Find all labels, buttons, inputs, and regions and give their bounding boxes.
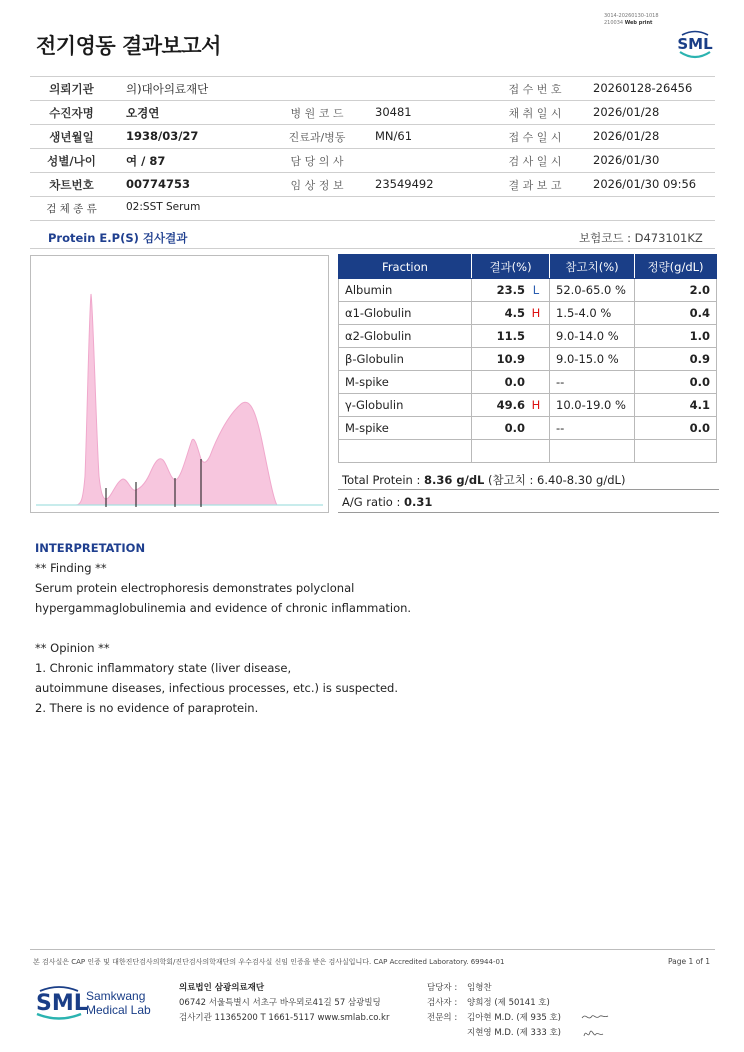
page-title: 전기영동 결과보고서	[36, 34, 221, 58]
amount-cell: 0.0	[635, 371, 717, 394]
info-value: 2026/01/28	[593, 129, 660, 143]
info-label: 검 사 일 시	[508, 155, 562, 168]
total-protein: Total Protein : 8.36 g/dL (참고치 : 6.40-8.30 g/dL)	[342, 473, 626, 487]
staff-line: 지현영 M.D. (제 333 호)	[467, 1028, 562, 1038]
info-label: 성별/나이	[47, 154, 96, 168]
info-row	[30, 172, 715, 196]
info-value: 2026/01/30	[593, 153, 660, 167]
interpretation-line	[35, 618, 635, 638]
table-row	[339, 302, 717, 325]
info-value: 00774753	[126, 177, 191, 191]
amount-cell: 0.9	[635, 348, 717, 371]
info-value: 23549492	[375, 177, 434, 191]
info-label: 임 상 정 보	[290, 179, 344, 192]
interpretation-line: 2. There is no evidence of paraprotein.	[35, 701, 259, 715]
info-label: 생년월일	[49, 130, 94, 144]
results-header-row	[339, 255, 717, 279]
electrophoresis-curve-svg	[31, 256, 328, 512]
info-row	[30, 124, 715, 148]
info-label: 의뢰기관	[49, 82, 94, 96]
electrophoresis-graph	[30, 255, 329, 513]
fraction-cell: Albumin	[339, 279, 472, 302]
document-id: 3014-20260130-1018 210034 Web print	[604, 13, 659, 26]
result-cell: 11.5	[472, 325, 550, 348]
info-label: 담 당 의 사	[290, 155, 344, 168]
info-value: 오경연	[126, 106, 160, 120]
reference-cell: 1.5-4.0 %	[550, 302, 635, 325]
info-label: 진료과/병동	[288, 131, 346, 144]
table-row	[339, 348, 717, 371]
info-row	[30, 148, 715, 172]
column-header: 참고치(%)	[550, 255, 635, 279]
sml-logo-text: SML	[36, 991, 88, 1016]
fraction-cell: M-spike	[339, 371, 472, 394]
divider	[30, 248, 715, 249]
info-value: 의)대아의료재단	[126, 82, 209, 96]
info-value: 1938/03/27	[126, 129, 199, 143]
sml-logo-text: SML	[677, 35, 713, 53]
amount-cell: 2.0	[635, 279, 717, 302]
staff-line: 검사자 : 양희정 (제 50141 호)	[427, 998, 550, 1008]
reference-cell: 9.0-15.0 %	[550, 348, 635, 371]
flag-indicator: L	[532, 283, 540, 297]
signature-image	[578, 1010, 612, 1044]
info-label: 접 수 일 시	[508, 131, 562, 144]
table-row	[339, 279, 717, 302]
results-table	[338, 254, 717, 463]
fraction-cell: M-spike	[339, 417, 472, 440]
info-label: 접 수 번 호	[508, 83, 562, 96]
amount-cell: 1.0	[635, 325, 717, 348]
info-value: MN/61	[375, 129, 413, 143]
divider	[338, 489, 719, 490]
insurance-code: 보험코드 : D473101KZ	[579, 231, 703, 245]
interpretation-line: ** Finding **	[35, 561, 107, 575]
reference-cell: 9.0-14.0 %	[550, 325, 635, 348]
table-row	[339, 394, 717, 417]
staff-info	[427, 981, 561, 1041]
patient-info-table	[30, 76, 715, 221]
reference-cell: --	[550, 417, 635, 440]
fraction-cell	[339, 440, 472, 463]
reference-cell: 52.0-65.0 %	[550, 279, 635, 302]
interpretation-line: 1. Chronic inflammatory state (liver disease,	[35, 661, 292, 675]
section-title: Protein E.P(S) 검사결과	[48, 231, 188, 245]
info-value: 20260128-26456	[593, 81, 693, 95]
reference-cell: 10.0-19.0 %	[550, 394, 635, 417]
info-label: 채 취 일 시	[508, 107, 562, 120]
interpretation-heading: INTERPRETATION	[35, 541, 146, 555]
table-row	[339, 417, 717, 440]
result-cell: 0.0	[472, 417, 550, 440]
info-row	[30, 76, 715, 100]
logo-name-line2: Medical Lab	[86, 1003, 151, 1017]
table-row	[339, 325, 717, 348]
info-value: 02:SST Serum	[126, 201, 201, 213]
interpretation	[35, 538, 635, 718]
info-value: 여 / 87	[126, 154, 166, 168]
result-cell: 10.9	[472, 348, 550, 371]
amount-cell	[635, 440, 717, 463]
column-header: 결과(%)	[472, 255, 550, 279]
flag-indicator: H	[531, 398, 541, 412]
info-value: 2026/01/28	[593, 105, 660, 119]
interpretation-line: hypergammaglobulinemia and evidence of chronic inflammation.	[35, 601, 412, 615]
reference-cell	[550, 440, 635, 463]
info-label: 차트번호	[49, 178, 94, 192]
column-header: Fraction	[339, 255, 472, 279]
page-number: Page 1 of 1	[668, 957, 711, 966]
column-header: 정량(g/dL)	[635, 255, 717, 279]
amount-cell: 0.4	[635, 302, 717, 325]
result-cell: 23.5 L	[472, 279, 550, 302]
reference-cell: --	[550, 371, 635, 394]
info-value: 30481	[375, 105, 412, 119]
info-label: 결 과 보 고	[508, 179, 562, 192]
logo-name-line1: Samkwang	[86, 989, 146, 1003]
accreditation-note: 본 검사실은 CAP 인증 및 대한진단검사의학회/진단검사의학재단의 우수검사실 신임 인증을 받은 검사실입니다. CAP Accredited Laboratory. 69944-01	[33, 958, 505, 966]
amount-cell: 0.0	[635, 417, 717, 440]
fraction-cell: β-Globulin	[339, 348, 472, 371]
info-label: 수진자명	[49, 106, 94, 120]
electrophoresis-curve	[36, 294, 323, 505]
interpretation-line: ** Opinion **	[35, 641, 110, 655]
interpretation-line: Serum protein electrophoresis demonstrates polyclonal	[35, 581, 355, 595]
staff-line: 전문의 : 김아현 M.D. (제 935 호)	[427, 1013, 562, 1023]
result-cell: 49.6 H	[472, 394, 550, 417]
organization-info: 의료법인 삼광의료재단 06742 서울특별시 서초구 바우뫼로41길 57 삼광빌딩 검사기관 11365200 T 1661-5117 www.smlab.co.kr	[179, 983, 390, 1023]
info-value: 2026/01/30 09:56	[593, 177, 697, 191]
result-cell: 4.5 H	[472, 302, 550, 325]
info-label: 검 체 종 류	[46, 203, 97, 215]
table-row	[339, 440, 717, 463]
divider	[30, 949, 715, 950]
interpretation-line: autoimmune diseases, infectious processes, etc.) is suspected.	[35, 681, 398, 695]
amount-cell: 4.1	[635, 394, 717, 417]
result-cell	[472, 440, 550, 463]
info-row	[30, 196, 715, 221]
info-row	[30, 100, 715, 124]
fraction-cell: α1-Globulin	[339, 302, 472, 325]
samkwang-logo	[34, 983, 164, 1023]
result-cell: 0.0	[472, 371, 550, 394]
sml-logo	[672, 24, 718, 64]
fraction-cell: γ-Globulin	[339, 394, 472, 417]
ag-ratio: A/G ratio : 0.31	[342, 495, 433, 509]
divider	[338, 512, 719, 513]
fraction-cell: α2-Globulin	[339, 325, 472, 348]
flag-indicator: H	[531, 306, 541, 320]
info-label: 병 원 코 드	[290, 107, 344, 120]
staff-line: 담당자 : 임형찬	[427, 983, 492, 993]
table-row	[339, 371, 717, 394]
interpretation-body	[35, 558, 635, 718]
